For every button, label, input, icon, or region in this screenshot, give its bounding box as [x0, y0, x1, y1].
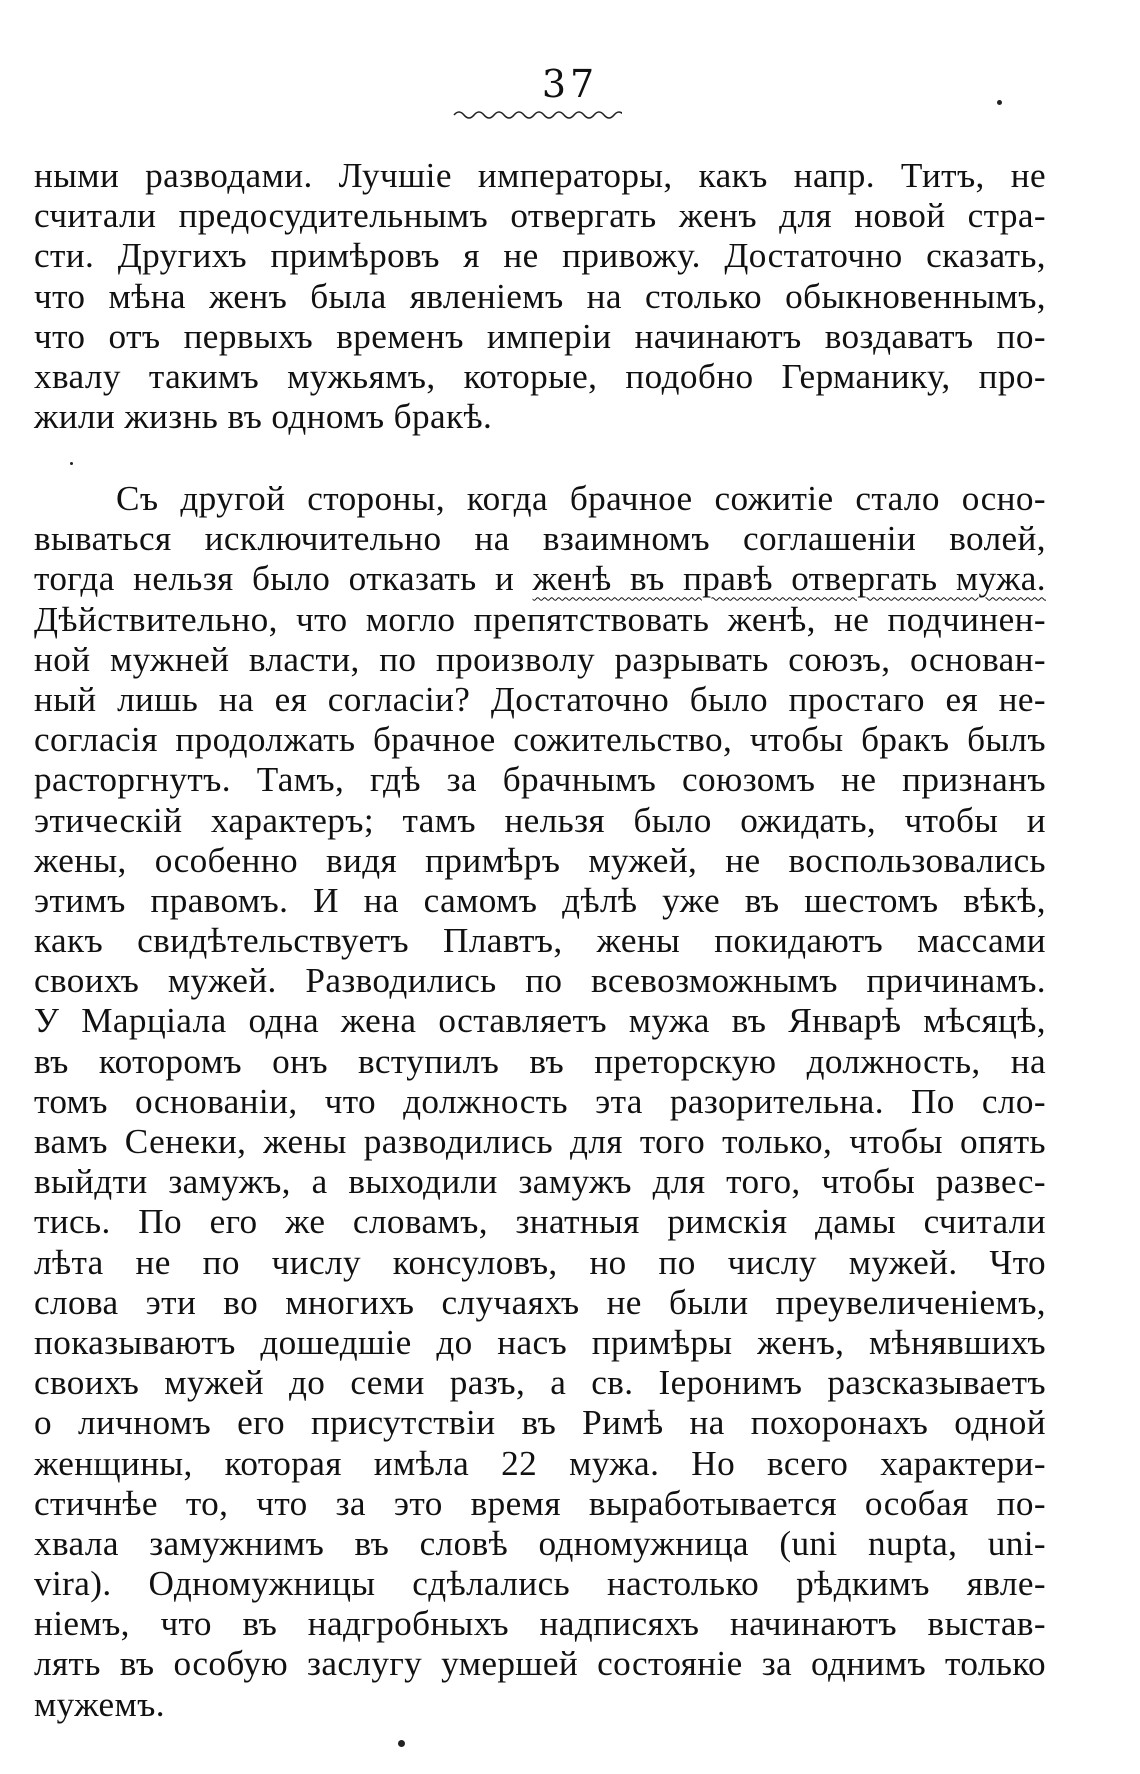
text-line: своихъ мужей. Разводились по всевозможнымъ причинамъ.: [34, 961, 1046, 1001]
wavy-ornament-divider: [452, 108, 622, 122]
paragraph-1: [34, 156, 1046, 437]
text-line: въ которомъ онъ вступилъ въ преторскую должность, на: [34, 1041, 1046, 1081]
text-line: своихъ мужей до семи разъ, а св. Іеронимъ разсказываетъ: [34, 1363, 1046, 1403]
paragraph-2: [34, 479, 1046, 1725]
text-line: расторгнутъ. Тамъ, гдѣ за брачнымъ союзомъ не признанъ: [34, 760, 1046, 800]
text-line: о личномъ его присутствіи въ Римѣ на похоронахъ одной: [34, 1403, 1046, 1443]
text-line: мужемъ.: [34, 1684, 165, 1724]
text-line: ными разводами. Лучшіе императоры, какъ напр. Титъ, не: [34, 156, 1046, 195]
text-line: хвала замужнимъ въ словѣ одномужница (uni nupta, uni-: [34, 1523, 1046, 1563]
text-line: У Марціала одна жена оставляетъ мужа въ Январѣ мѣсяцѣ,: [34, 1001, 1046, 1041]
text-line: выйдти замужъ, а выходили замужъ для того, чтобы развес-: [34, 1162, 1046, 1202]
text-line: сти. Другихъ примѣровъ я не привожу. Достаточно сказать,: [34, 236, 1046, 276]
text-line: женщины, которая имѣла 22 мужа. Но всего характери-: [34, 1443, 1046, 1483]
text-line: Дѣйствительно, что могло препятствовать женѣ, не подчинен-: [34, 599, 1046, 639]
text-line: ной мужней власти, по произволу разрывать союзъ, основан-: [34, 639, 1046, 679]
text-line-with-underline: [34, 559, 1046, 599]
text-line: хвалу такимъ мужьямъ, которые, подобно Германику, про-: [34, 356, 1046, 396]
text-line: этическій характеръ; тамъ нельзя было ожидать, чтобы и: [34, 800, 1046, 840]
text-line: что отъ первыхъ временъ имперіи начинаютъ воздаватъ по-: [34, 316, 1046, 356]
text-line: что мѣна женъ была явленіемъ на столько обыкновеннымъ,: [34, 276, 1046, 316]
speck-mark: [997, 100, 1002, 105]
text-line: тись. По его же словамъ, знатныя римскія дамы считали: [34, 1202, 1046, 1242]
text-line: ный лишь на ея согласіи? Достаточно было простаго ея не-: [34, 679, 1046, 719]
text-line: жены, особенно видя примѣръ мужей, не воспользовались: [34, 840, 1046, 880]
text-line: слова эти во многихъ случаяхъ не были преувеличеніемъ,: [34, 1282, 1046, 1322]
text-line: какъ свидѣтельствуетъ Плавтъ, жены покидаютъ массами: [34, 921, 1046, 961]
text-line: ніемъ, что въ надгробныхъ надписяхъ начинаютъ выстав-: [34, 1604, 1046, 1644]
text-line: этимъ правомъ. И на самомъ дѣлѣ уже въ шестомъ вѣкѣ,: [34, 880, 1046, 920]
text-line: томъ основаніи, что должность эта разорительна. По сло-: [34, 1081, 1046, 1121]
text-line: вамъ Сенеки, жены разводились для того только, чтобы опять: [34, 1122, 1046, 1161]
text-line: показываютъ дошедшіе до насъ примѣры женъ, мѣнявшихъ: [34, 1322, 1046, 1362]
speck-mark: [70, 462, 73, 465]
text-line: Съ другой стороны, когда брачное сожитіе стало осно-: [116, 479, 1046, 518]
underlined-phrase: женѣ въ правѣ отвергать мужа.: [532, 559, 1046, 599]
text-line: vira). Одномужницы сдѣлались настолько рѣдкимъ явле-: [34, 1564, 1046, 1604]
text-line: стичнѣе то, что за это время выработывается особая по-: [34, 1483, 1046, 1523]
text-line: лѣта не по числу консуловъ, но по числу мужей. Что: [34, 1242, 1046, 1282]
text-fragment: тогда нельзя было отказать и: [34, 559, 533, 599]
text-line: вываться исключительно на взаимномъ соглашеніи волей,: [34, 519, 1046, 559]
text-line: считали предосудительнымъ отвергать женъ для новой стра-: [34, 196, 1046, 236]
speck-mark: [398, 1740, 405, 1747]
page-number: 37: [541, 62, 599, 106]
text-line: жили жизнь въ одномъ бракѣ.: [34, 397, 493, 437]
text-line: согласія продолжать брачное сожительство, чтобы бракъ былъ: [34, 720, 1046, 760]
text-line: лять въ особую заслугу умершей состояніе за однимъ только: [34, 1644, 1046, 1684]
